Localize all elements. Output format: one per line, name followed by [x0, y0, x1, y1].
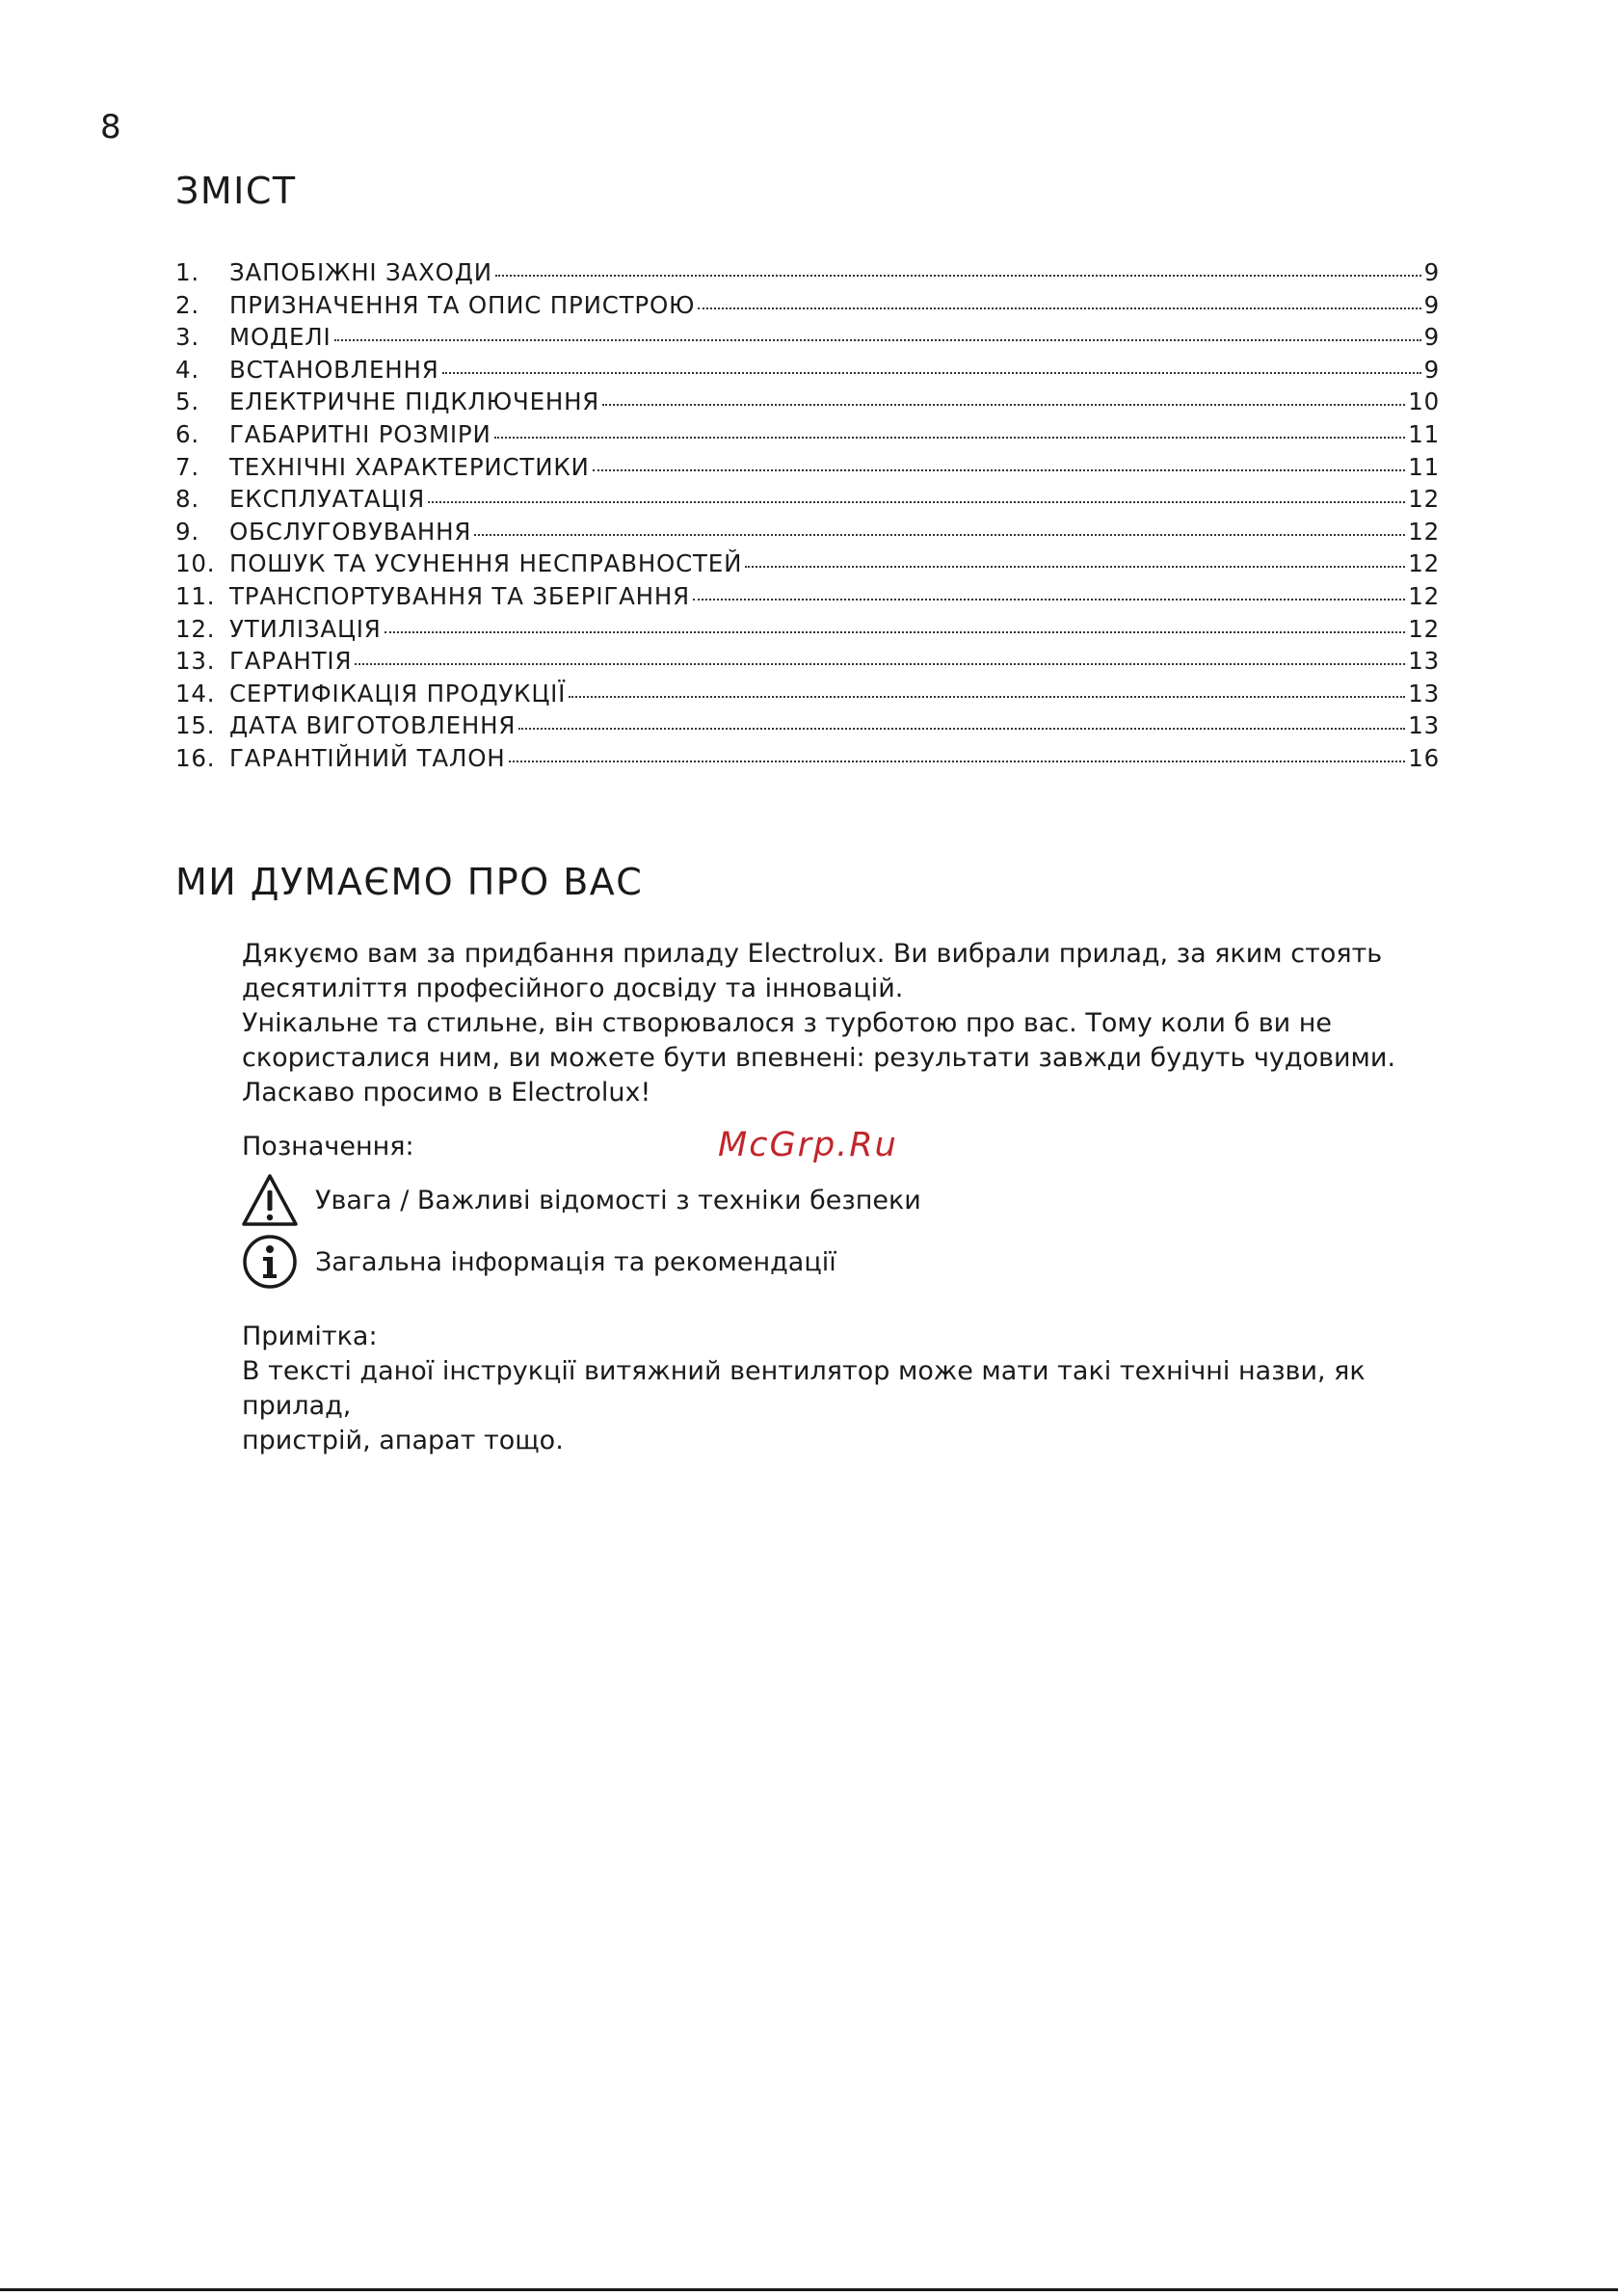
footer-divider: [0, 2288, 1618, 2291]
info-text: Загальна інформація та рекомендації: [315, 1246, 836, 1277]
toc-item-number: 15.: [175, 711, 216, 740]
toc-item: [175, 615, 1440, 648]
toc-dot-leader: [509, 761, 1406, 762]
toc-item: [175, 549, 1440, 582]
toc-dot-leader: [334, 339, 1421, 341]
welcome-line: Ласкаво просимо в Electrolux!: [242, 1078, 651, 1108]
toc-item-label: ГАРАНТІЙНИЙ ТАЛОН: [229, 743, 506, 772]
toc-dot-leader: [745, 566, 1405, 568]
welcome-text: [242, 937, 1446, 1110]
toc-item-label: ГАБАРИТНІ РОЗМІРИ: [229, 419, 491, 448]
toc-item-number: 14.: [175, 679, 216, 707]
toc-item-label: ДАТА ВИГОТОВЛЕННЯ: [229, 711, 517, 740]
welcome-title: МИ ДУМАЄМО ПРО ВАС: [175, 861, 644, 903]
toc-item-number: 12.: [175, 614, 216, 643]
welcome-line: скористалися ним, ви можете бути впевнені: результати завжди будуть чудовими.: [242, 1043, 1396, 1073]
toc-item-number: 9.: [175, 517, 199, 546]
toc-item: [175, 744, 1440, 777]
toc-item-number: 13.: [175, 647, 216, 676]
toc-item: [175, 485, 1440, 518]
toc-item: [175, 680, 1440, 712]
toc-item-label: МОДЕЛІ: [229, 323, 332, 352]
toc-item-number: 7.: [175, 452, 199, 481]
toc-item-label: ВСТАНОВЛЕННЯ: [229, 355, 439, 384]
note-line: В тексті даної інструкції витяжний вентилятор може мати такі технічні назви, як прилад,: [242, 1356, 1366, 1421]
toc-item-page: 12: [1408, 517, 1440, 546]
toc-item-label: ПРИЗНАЧЕННЯ ТА ОПИС ПРИСТРОЮ: [229, 290, 696, 319]
toc-item-page: 16: [1408, 743, 1440, 772]
toc-dot-leader: [693, 599, 1405, 601]
toc-item: [175, 291, 1440, 324]
toc-dot-leader: [442, 372, 1421, 374]
toc-dot-leader: [494, 437, 1406, 439]
toc-item: [175, 387, 1440, 420]
toc-dot-leader: [355, 663, 1405, 665]
legend-label: Позначення:: [242, 1132, 414, 1161]
toc-item-label: СЕРТИФІКАЦІЯ ПРОДУКЦІЇ: [229, 679, 567, 707]
toc-dot-leader: [495, 275, 1421, 277]
note-label: Примітка:: [242, 1322, 378, 1351]
note-line: пристрій, апарат тощо.: [242, 1426, 564, 1455]
table-of-contents: [175, 258, 1440, 777]
page-number: 8: [100, 108, 121, 147]
toc-item-page: 13: [1408, 711, 1440, 740]
toc-item-label: ГАРАНТІЯ: [229, 647, 353, 676]
toc-item: [175, 647, 1440, 680]
toc-item-page: 9: [1423, 258, 1440, 286]
toc-item: [175, 518, 1440, 550]
toc-item-label: ТЕХНІЧНІ ХАРАКТЕРИСТИКИ: [229, 452, 590, 481]
note-text: [242, 1354, 1446, 1458]
toc-item-number: 3.: [175, 323, 199, 352]
toc-item-number: 11.: [175, 581, 216, 610]
toc-item-page: 10: [1408, 387, 1440, 416]
toc-item-number: 8.: [175, 485, 199, 514]
toc-item-label: ПОШУК ТА УСУНЕННЯ НЕСПРАВНОСТЕЙ: [229, 549, 743, 578]
warning-icon: [240, 1172, 300, 1228]
toc-item-number: 6.: [175, 419, 199, 448]
toc-item-number: 10.: [175, 549, 216, 578]
warning-text: Увага / Важливі відомості з техніки безпеки: [315, 1185, 921, 1215]
toc-item-number: 5.: [175, 387, 199, 416]
toc-item-label: ЗАПОБІЖНІ ЗАХОДИ: [229, 258, 492, 286]
toc-item-page: 11: [1408, 452, 1440, 481]
welcome-line: Унікальне та стильне, він створювалося з турботою про вас. Тому коли б ви не: [242, 1008, 1333, 1038]
toc-item: [175, 711, 1440, 744]
legend-info: [240, 1234, 836, 1290]
toc-dot-leader: [474, 534, 1405, 536]
toc-dot-leader: [428, 501, 1405, 503]
toc-item: [175, 258, 1440, 291]
watermark: McGrp.Ru: [718, 1126, 898, 1164]
info-icon: [240, 1234, 300, 1290]
toc-item: [175, 323, 1440, 356]
toc-dot-leader: [602, 404, 1405, 406]
welcome-line: десятиліття професійного досвіду та інновацій.: [242, 974, 904, 1003]
toc-item: [175, 420, 1440, 453]
toc-item-number: 16.: [175, 743, 216, 772]
toc-dot-leader: [569, 696, 1405, 698]
toc-item: [175, 582, 1440, 615]
toc-item-page: 12: [1408, 614, 1440, 643]
toc-item-label: УТИЛІЗАЦІЯ: [229, 614, 382, 643]
toc-item-page: 13: [1408, 679, 1440, 707]
toc-dot-leader: [698, 307, 1420, 309]
toc-title: ЗМІСТ: [175, 170, 297, 212]
toc-item-page: 12: [1408, 581, 1440, 610]
toc-item-page: 9: [1423, 323, 1440, 352]
welcome-line: Дякуємо вам за придбання приладу Electrolux. Ви вибрали прилад, за яким стоять: [242, 939, 1383, 969]
toc-item-label: ЕКСПЛУАТАЦІЯ: [229, 485, 426, 514]
toc-item-page: 13: [1408, 647, 1440, 676]
toc-dot-leader: [518, 728, 1405, 730]
toc-item-page: 12: [1408, 549, 1440, 578]
toc-item: [175, 453, 1440, 486]
toc-item: [175, 356, 1440, 388]
toc-item-label: ЕЛЕКТРИЧНЕ ПІДКЛЮЧЕННЯ: [229, 387, 600, 416]
toc-item-label: ТРАНСПОРТУВАННЯ ТА ЗБЕРІГАННЯ: [229, 581, 690, 610]
toc-item-number: 1.: [175, 258, 199, 286]
legend-warning: [240, 1172, 921, 1228]
toc-dot-leader: [385, 631, 1406, 633]
toc-item-page: 9: [1423, 355, 1440, 384]
toc-item-number: 2.: [175, 290, 199, 319]
toc-item-page: 9: [1423, 290, 1440, 319]
toc-item-number: 4.: [175, 355, 199, 384]
toc-item-label: ОБСЛУГОВУВАННЯ: [229, 517, 472, 546]
toc-item-page: 11: [1408, 419, 1440, 448]
toc-item-page: 12: [1408, 485, 1440, 514]
toc-dot-leader: [593, 469, 1406, 471]
